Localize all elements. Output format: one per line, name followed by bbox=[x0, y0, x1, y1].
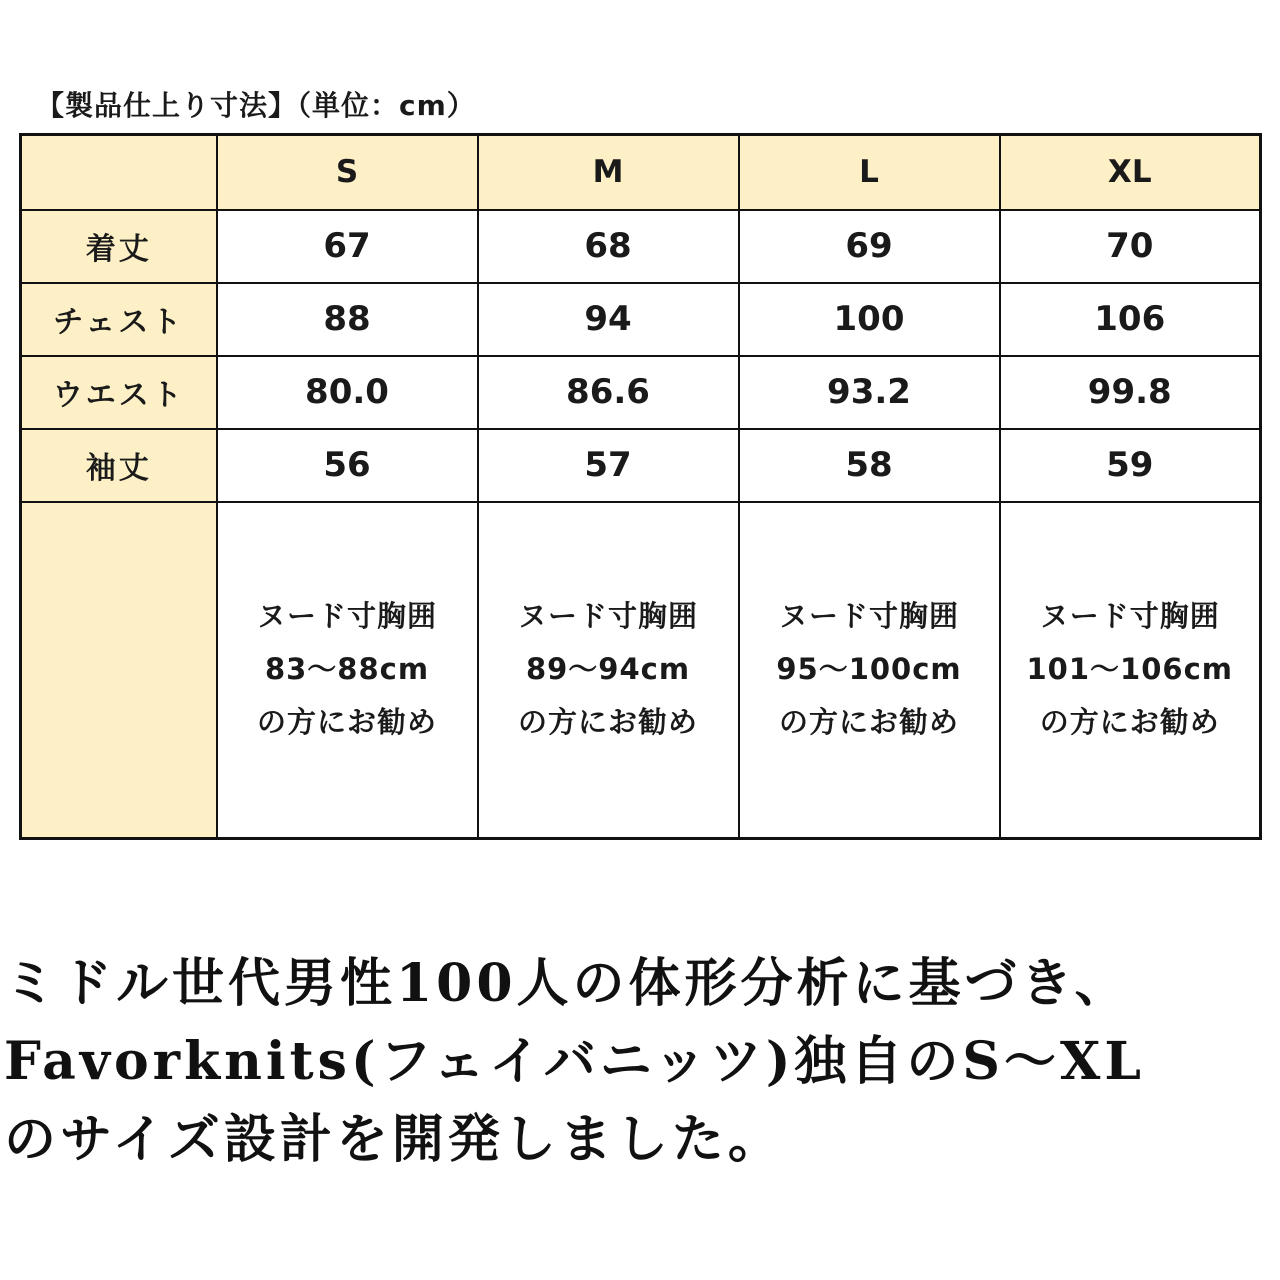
table-row bbox=[21, 429, 1261, 502]
table-cell: 100 bbox=[739, 283, 1000, 356]
table-cell: 93.2 bbox=[739, 356, 1000, 429]
recommendation-cell-xl bbox=[1000, 502, 1261, 839]
table-row bbox=[21, 210, 1261, 283]
note-line: ヌード寸胸囲 bbox=[778, 599, 959, 634]
note-line: ヌード寸胸囲 bbox=[256, 599, 437, 634]
note-line: ヌード寸胸囲 bbox=[517, 599, 698, 634]
recommendation-cell-s bbox=[217, 502, 478, 839]
table-cell: 59 bbox=[1000, 429, 1261, 502]
table-cell: 68 bbox=[478, 210, 739, 283]
table-cell: 67 bbox=[217, 210, 478, 283]
table-caption: 【製品仕上り寸法】（単位：cm） bbox=[36, 89, 476, 122]
recommendation-label-cell bbox=[21, 502, 217, 839]
note-line: 89～94cm bbox=[525, 652, 691, 687]
table-row bbox=[21, 356, 1261, 429]
recommendation-cell-m bbox=[478, 502, 739, 839]
table-cell: 86.6 bbox=[478, 356, 739, 429]
note-line: の方にお勧め bbox=[1039, 705, 1220, 740]
table-cell: 106 bbox=[1000, 283, 1261, 356]
sizing-statement bbox=[4, 945, 1276, 1179]
header-size-m: M bbox=[478, 135, 739, 210]
recommendation-row bbox=[21, 502, 1261, 839]
statement-line: のサイズ設計を開発しました。 bbox=[4, 1109, 784, 1170]
statement-line: Favorknits(フェイバニッツ)独自のS～XL bbox=[4, 1031, 1145, 1092]
header-size-xl: XL bbox=[1000, 135, 1261, 210]
row-label-sleeve: 袖丈 bbox=[21, 429, 217, 502]
table-cell: 94 bbox=[478, 283, 739, 356]
table-cell: 70 bbox=[1000, 210, 1261, 283]
size-chart-table bbox=[19, 133, 1262, 840]
table-cell: 58 bbox=[739, 429, 1000, 502]
statement-line: ミドル世代男性100人の体形分析に基づき、 bbox=[4, 953, 1131, 1014]
row-label-length: 着丈 bbox=[21, 210, 217, 283]
note-line: 101～106cm bbox=[1026, 652, 1233, 687]
table-cell: 69 bbox=[739, 210, 1000, 283]
recommendation-cell-l bbox=[739, 502, 1000, 839]
note-line: の方にお勧め bbox=[778, 705, 959, 740]
note-line: の方にお勧め bbox=[256, 705, 437, 740]
note-line: の方にお勧め bbox=[517, 705, 698, 740]
note-line: 83～88cm bbox=[264, 652, 430, 687]
row-label-waist: ウエスト bbox=[21, 356, 217, 429]
table-cell: 57 bbox=[478, 429, 739, 502]
table-cell: 88 bbox=[217, 283, 478, 356]
table-cell: 56 bbox=[217, 429, 478, 502]
table-cell: 99.8 bbox=[1000, 356, 1261, 429]
header-corner-cell bbox=[21, 135, 217, 210]
note-line: ヌード寸胸囲 bbox=[1039, 599, 1220, 634]
table-row bbox=[21, 283, 1261, 356]
note-line: 95～100cm bbox=[776, 652, 962, 687]
header-size-l: L bbox=[739, 135, 1000, 210]
header-size-s: S bbox=[217, 135, 478, 210]
table-cell: 80.0 bbox=[217, 356, 478, 429]
row-label-chest: チェスト bbox=[21, 283, 217, 356]
table-header-row bbox=[21, 135, 1261, 210]
